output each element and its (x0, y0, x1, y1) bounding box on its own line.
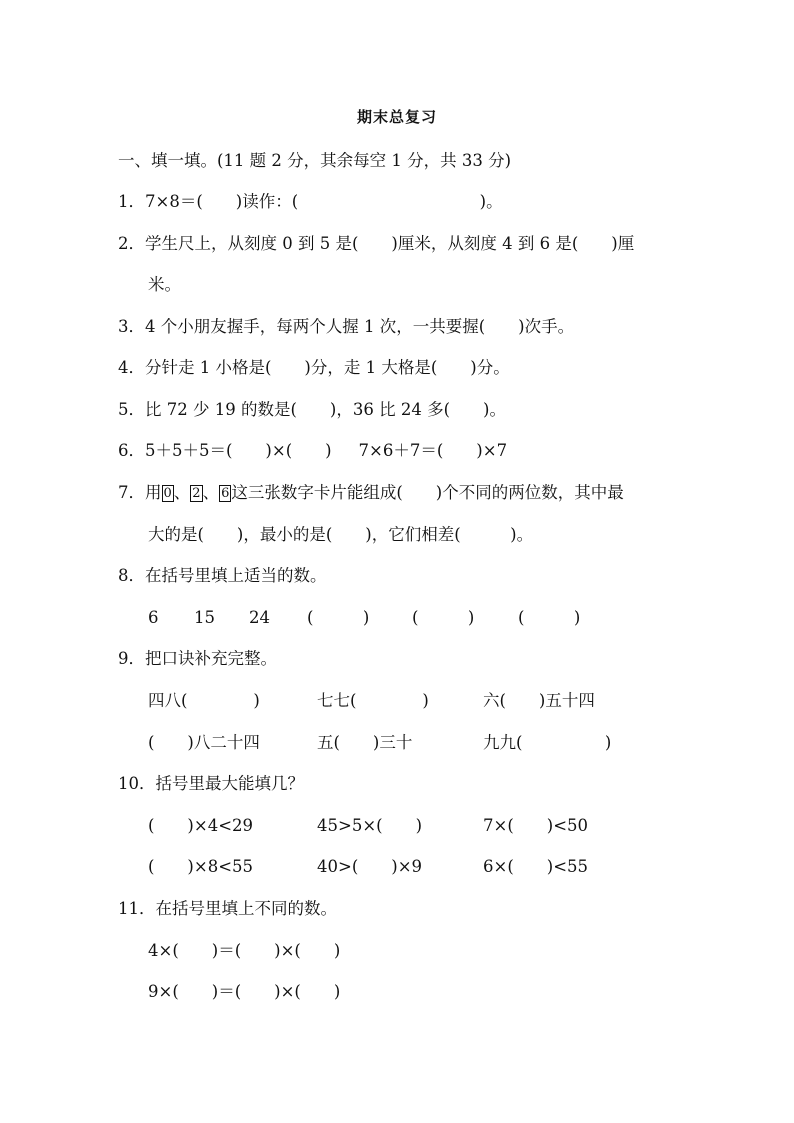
question-11-prompt: 11．在括号里填上不同的数。 (118, 899, 337, 918)
question-6: 6．5＋5＋5＝( )×( ) 7×6＋7＝( )×7 (118, 441, 508, 460)
rhyme-item: 四八( ) (148, 691, 260, 710)
digit-card-6: 6 (221, 486, 230, 501)
rhyme-item: 五( )三十 (317, 733, 413, 752)
digit-card-0: 0 (163, 486, 172, 501)
inequality-item: ( )×4<29 (148, 816, 254, 835)
rhyme-item: 九九( ) (483, 733, 612, 752)
sequence-item: 15 (194, 608, 215, 627)
inequality-item: 40>( )×9 (317, 857, 423, 876)
sequence-item: 24 (249, 608, 270, 627)
question-5: 5．比 72 少 19 的数是( )，36 比 24 多( )。 (118, 400, 506, 419)
sequence-blank: ( ) (518, 608, 581, 627)
inequality-item: ( )×8<55 (148, 857, 254, 876)
equation-row: 4×( )＝( )×( ) (148, 941, 341, 960)
rhyme-item: ( )八二十四 (148, 733, 260, 752)
question-4: 4．分针走 1 小格是( )分，走 1 大格是( )分。 (118, 358, 510, 377)
inequality-item: 45>5×( ) (317, 816, 423, 835)
question-7-line-1 (118, 482, 624, 504)
question-2-line-2: 米。 (148, 275, 181, 294)
rhyme-item: 七七( ) (317, 691, 429, 710)
question-8-prompt: 8．在括号里填上适当的数。 (118, 566, 327, 585)
sequence-blank: ( ) (307, 608, 370, 627)
sequence-blank: ( ) (412, 608, 475, 627)
inequality-item: 6×( )<55 (483, 857, 589, 876)
digit-card-2: 2 (192, 486, 201, 501)
question-1: 1．7×8＝( )读作：( )。 (118, 192, 503, 211)
question-7-suffix: 这三张数字卡片能组成( )个不同的两位数，其中最 (231, 483, 624, 502)
question-2-line-1: 2．学生尺上，从刻度 0 到 5 是( )厘米，从刻度 4 到 6 是( )厘 (118, 234, 635, 253)
question-10-prompt: 10．括号里最大能填几？ (118, 774, 304, 793)
inequality-item: 7×( )<50 (483, 816, 589, 835)
question-9-prompt: 9．把口诀补充完整。 (118, 649, 277, 668)
question-7-prefix: 7．用 (118, 483, 162, 502)
card-separator: 、 (173, 483, 191, 502)
rhyme-item: 六( )五十四 (483, 691, 595, 710)
sequence-item: 6 (148, 608, 159, 627)
card-separator: 、 (202, 483, 220, 502)
page-title: 期末总复习 (356, 108, 437, 126)
question-7-line-2: 大的是( )，最小的是( )，它们相差( )。 (148, 525, 534, 544)
equation-row: 9×( )＝( )×( ) (148, 982, 341, 1001)
question-3: 3．4 个小朋友握手，每两个人握 1 次，一共要握( )次手。 (118, 317, 575, 336)
section-heading: 一、填一填。(11 题 2 分，其余每空 1 分，共 33 分) (118, 151, 512, 170)
